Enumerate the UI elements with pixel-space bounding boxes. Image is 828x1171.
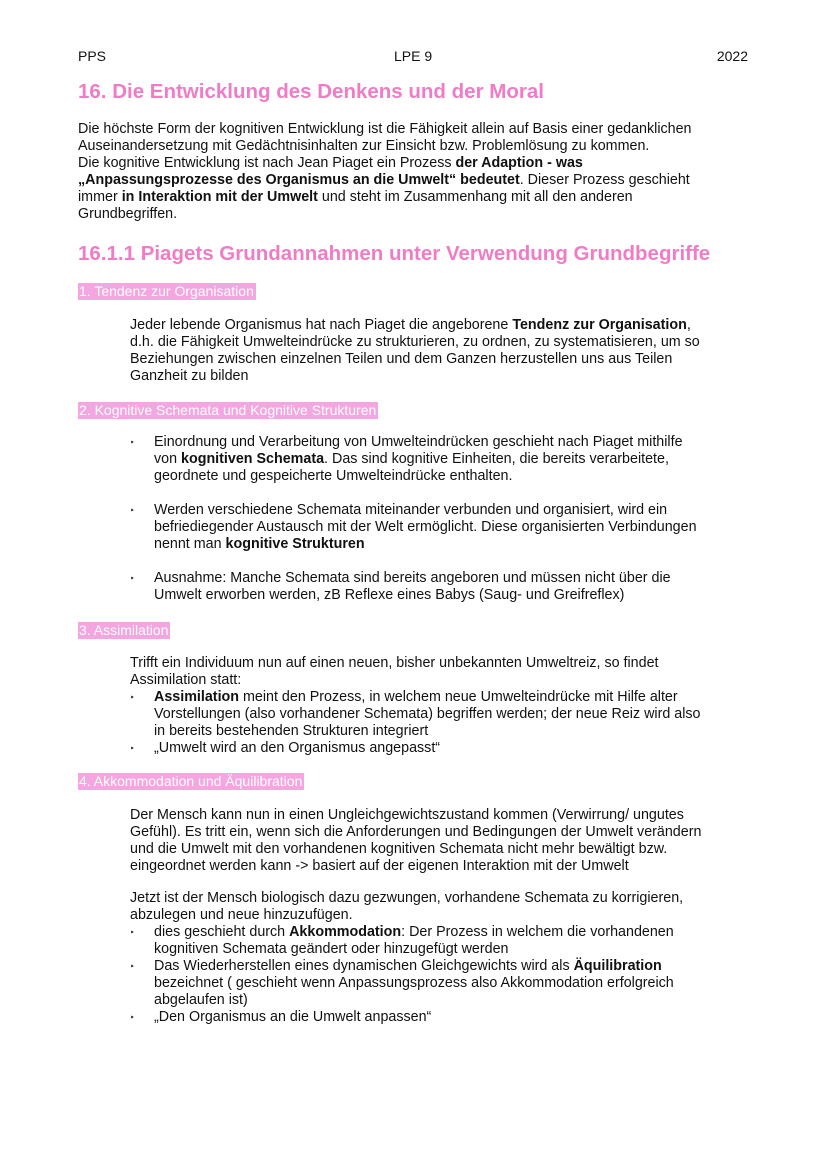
bullet-marker: ‣ xyxy=(130,574,135,583)
bullet-marker: ‣ xyxy=(130,928,135,937)
bullet-marker: ‣ xyxy=(130,744,135,753)
bullet-marker: ‣ xyxy=(130,506,135,515)
section-heading-akkommodation: 4. Akkommodation und Äquilibration xyxy=(79,773,303,789)
section-heading-organisation: 1. Tendenz zur Organisation xyxy=(79,283,254,299)
list-item: ‣ „Umwelt wird an den Organismus angepasst“ xyxy=(130,740,441,756)
section-heading-assimilation: 3. Assimilation xyxy=(79,622,169,638)
schemata-list xyxy=(130,434,760,604)
section-heading-schemata: 2. Kognitive Schemata und Kognitive Strukturen xyxy=(79,402,377,418)
page-title: 16. Die Entwicklung des Denkens und der Moral xyxy=(78,80,544,103)
intro-paragraph: Die höchste Form der kognitiven Entwicklung ist die Fähigkeit allein auf Basis einer gedanklichen Auseinandersetzung mit Gedächtnisinhalten zur Einsicht bzw. Problemlösung zu kommen. Die kognitive Entwicklung ist nach Jean Piaget ein Prozess der Adaption - was „Anpassungsprozesse des Organismus an die Umwelt“ bedeutet. Dieser Prozess geschieht immer in Interaktion mit der Umwelt und steht im Zusammenhang mit all den anderen Grundbegriffen. xyxy=(78,121,692,222)
assimilation-paragraph: Trifft ein Individuum nun auf einen neuen, bisher unbekannten Umweltreiz, so findet Assimilation statt: xyxy=(130,655,659,688)
section-title: 16.1.1 Piagets Grundannahmen unter Verwendung Grundbegriffe xyxy=(78,242,711,265)
list-item: ‣ „Den Organismus an die Umwelt anpassen“ xyxy=(130,1009,432,1025)
header-right: 2022 xyxy=(716,48,748,64)
bullet-marker: ‣ xyxy=(130,1013,135,1022)
bullet-marker: ‣ xyxy=(130,438,135,447)
akkommodation-paragraph-2: Jetzt ist der Mensch biologisch dazu gezwungen, vorhandene Schemata zu korrigieren, abzulegen und neue hinzuzufügen. xyxy=(130,890,684,923)
bullet-marker: ‣ xyxy=(130,962,135,971)
list-item: ‣ Werden verschiedene Schemata miteinander verbunden und organisiert, wird ein befriediegender Austausch mit der Welt ermöglicht. Diese organisierten Verbindungen nennt man kognitive Strukturen xyxy=(130,502,697,552)
header-left: PPS xyxy=(78,48,107,64)
list-item: ‣ Das Wiederherstellen eines dynamischen Gleichgewichts wird als Äquilibration bezeichnet ( geschieht wenn Anpassungsprozess also Akkommodation erfolgreich abgelaufen ist) xyxy=(130,958,674,1008)
list-item: ‣ Ausnahme: Manche Schemata sind bereits angeboren und müssen nicht über die Umwelt erworben werden, zB Reflexe eines Babys (Saug- und Greifreflex) xyxy=(130,570,671,603)
list-item: ‣ Assimilation meint den Prozess, in welchem neue Umwelteindrücke mit Hilfe alter Vorstellungen (also vorhandener Schemata) begriffen werden; der neue Reiz wird also in bereits bestehenden Strukturen integriert xyxy=(130,689,701,739)
page-header xyxy=(78,48,748,68)
akkommodation-paragraph: Der Mensch kann nun in einen Ungleichgewichtszustand kommen (Verwirrung/ ungutes Gefühl). Es tritt ein, wenn sich die Anforderungen und Bedingungen der Umwelt verändern und die Umwelt mit den vorhandenen kognitiven Schemata nicht mehr bewältigt bzw. eingeordnet werden kann -> basiert auf der eigenen Interaktion mit der Umwelt xyxy=(130,807,702,874)
akkommodation-list xyxy=(130,924,770,1026)
header-center: LPE 9 xyxy=(394,48,433,64)
bullet-marker: ‣ xyxy=(130,693,135,702)
organisation-paragraph: Jeder lebende Organismus hat nach Piaget die angeborene Tendenz zur Organisation, d.h. die Fähigkeit Umwelteindrücke zu strukturieren, zu ordnen, zu systematisieren, um so Beziehungen zwischen einzelnen Teilen und dem Ganzen herzustellen uns aus Teilen Ganzheit zu bilden xyxy=(130,317,700,384)
assimilation-list xyxy=(130,689,760,757)
list-item: ‣ dies geschieht durch Akkommodation: Der Prozess in welchem die vorhandenen kognitiven Schemata geändert oder hinzugefügt werden xyxy=(130,924,674,957)
list-item: ‣ Einordnung und Verarbeitung von Umwelteindrücken geschieht nach Piaget mithilfe von kognitiven Schemata. Das sind kognitive Einheiten, die bereits verarbeitete, geordnete und gespeicherte Umwelteindrücke enthalten. xyxy=(130,434,683,484)
